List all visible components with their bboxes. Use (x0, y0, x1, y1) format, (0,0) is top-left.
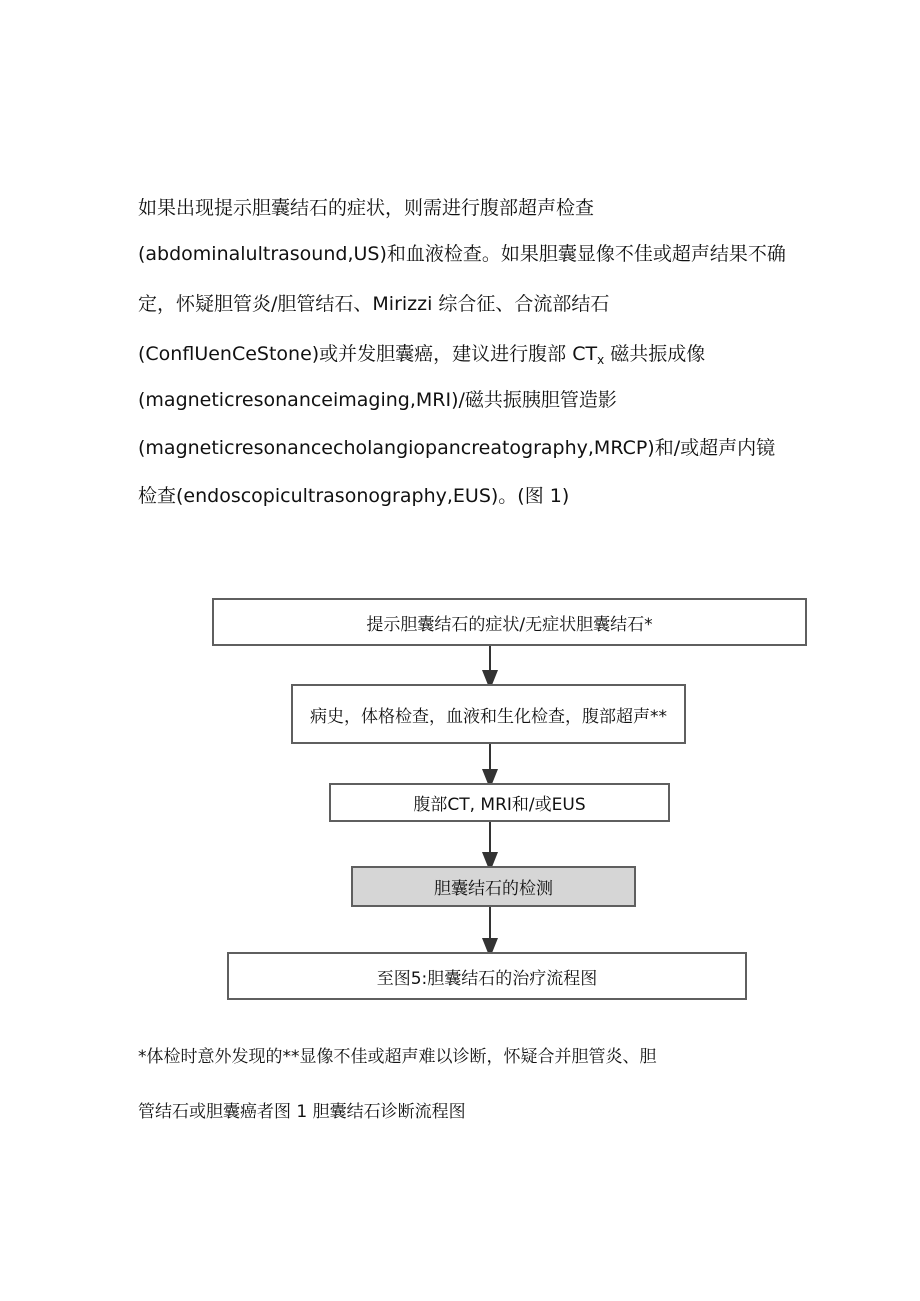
paragraph-line-6: (magneticresonancecholangiopancreatography,MRCP)和/或超声内镜 (138, 437, 776, 459)
ct-subscript: x (597, 353, 605, 367)
paragraph-line-4-post: 磁共振成像 (604, 343, 706, 365)
figure-caption: 管结石或胆囊癌者图 1 胆囊结石诊断流程图 (138, 1102, 466, 1122)
paragraph-line-3: 定，怀疑胆管炎/胆管结石、Mirizzi 综合征、合流部结石 (138, 293, 610, 315)
footnote-line-1: *体检时意外发现的**显像不佳或超声难以诊断，怀疑合并胆管炎、胆 (138, 1047, 657, 1067)
flow-step-symptoms: 提示胆囊结石的症状/无症状胆囊结石* (212, 598, 807, 646)
flow-step-treatment-link: 至图5:胆囊结石的治疗流程图 (227, 952, 747, 1000)
flow-step-detection: 胆囊结石的检测 (351, 866, 636, 907)
flow-step-history-exam: 病史，体格检查，血液和生化检查，腹部超声** (291, 684, 686, 744)
flow-step-imaging: 腹部CT, MRI和/或EUS (329, 783, 670, 822)
paragraph-line-1: 如果出现提示胆囊结石的症状，则需进行腹部超声检查 (138, 197, 595, 219)
paragraph-line-7: 检查(endoscopicultrasonography,EUS)。(图 1) (138, 485, 570, 507)
paragraph-line-5: (magneticresonanceimaging,MRI)/磁共振胰胆管造影 (138, 389, 617, 411)
paragraph-line-2: (abdominalultrasound,US)和血液检查。如果胆囊显像不佳或超声结果不确 (138, 243, 786, 265)
paragraph-line-4-pre: (ConflUenCeStone)或并发胆囊癌，建议进行腹部 CT (138, 343, 598, 365)
